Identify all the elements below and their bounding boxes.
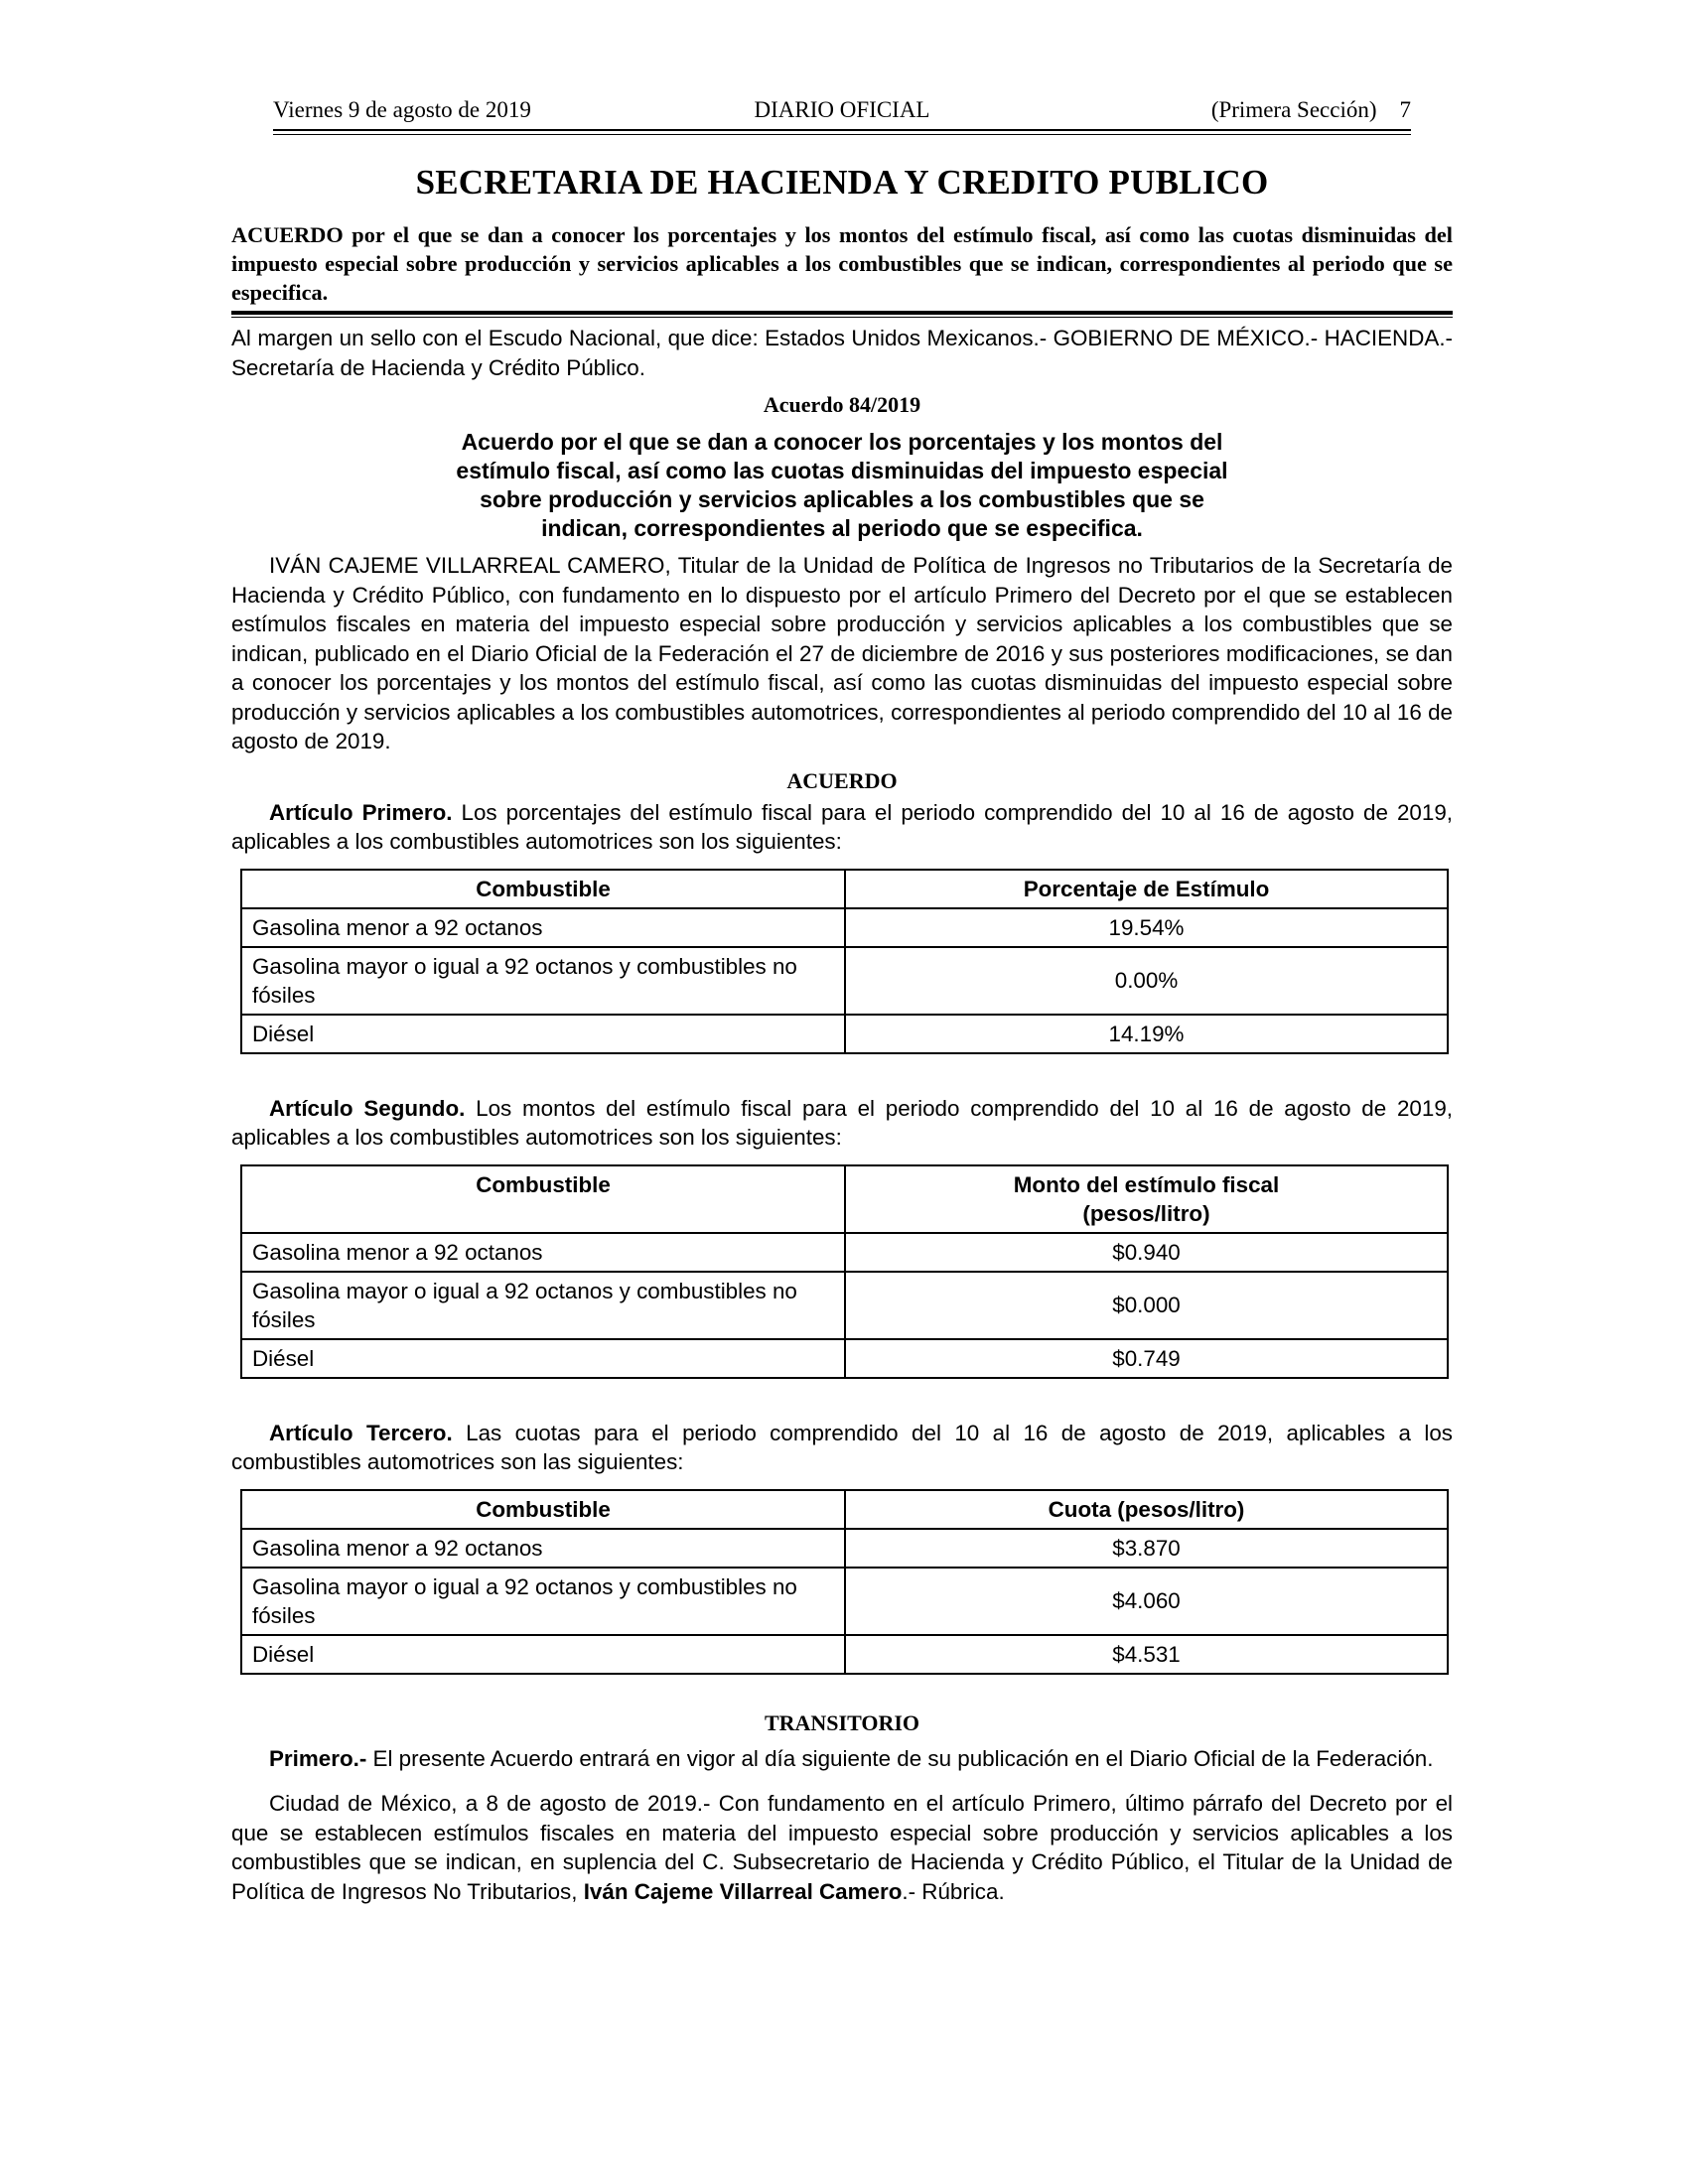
fuel-cell: Diésel xyxy=(241,1015,845,1053)
header-page-number: 7 xyxy=(1399,97,1411,122)
value-cell: $3.870 xyxy=(845,1529,1448,1568)
table-header-row xyxy=(241,1165,1448,1233)
fuel-cell: Diésel xyxy=(241,1339,845,1378)
closing-suffix: .- Rúbrica. xyxy=(902,1878,1005,1904)
montos-table xyxy=(240,1164,1449,1379)
transitorio-primero-label: Primero.- xyxy=(269,1745,367,1771)
articulo-primero-text: Los porcentajes del estímulo fiscal para el periodo comprendido del 10 al 16 de agosto de 2019, aplicables a los combustibles automotrices son los siguientes: xyxy=(231,799,1453,854)
secretaria-title: SECRETARIA DE HACIENDA Y CREDITO PUBLICO xyxy=(415,163,1269,202)
title-line: sobre producción y servicios aplicables a los combustibles que se xyxy=(480,486,1204,512)
acuerdo-number: Acuerdo 84/2019 xyxy=(763,392,921,417)
fuel-cell: Gasolina menor a 92 octanos xyxy=(241,1233,845,1272)
value-cell: 19.54% xyxy=(845,908,1448,947)
table-row xyxy=(241,1339,1448,1378)
acuerdo-title-block xyxy=(231,428,1453,543)
articulo-primero-paragraph xyxy=(231,798,1453,857)
fuel-cell: Diésel xyxy=(241,1635,845,1674)
header-section-page xyxy=(1211,97,1411,123)
articulo-segundo-label: Artículo Segundo. xyxy=(269,1095,466,1121)
header-publication: DIARIO OFICIAL xyxy=(754,97,930,122)
margin-note: Al margen un sello con el Escudo Nacional, que dice: Estados Unidos Mexicanos.- GOBIERNO DE MÉXICO.- HACIENDA.- Secretaría de Hacienda y Crédito Público. xyxy=(231,326,1453,380)
title-line: Acuerdo por el que se dan a conocer los porcentajes y los montos del xyxy=(461,429,1223,455)
column-header: Porcentaje de Estímulo xyxy=(845,870,1448,908)
title-line: estímulo fiscal, así como las cuotas disminuidas del impuesto especial xyxy=(456,458,1228,483)
cuotas-table xyxy=(240,1489,1449,1675)
column-header: Combustible xyxy=(241,1490,845,1529)
fuel-cell: Gasolina mayor o igual a 92 octanos y combustibles no fósiles xyxy=(241,947,845,1015)
table-row xyxy=(241,1568,1448,1635)
header-section: (Primera Sección) xyxy=(1210,97,1377,122)
articulo-tercero-label: Artículo Tercero. xyxy=(269,1420,453,1445)
articulo-tercero-paragraph xyxy=(231,1419,1453,1477)
document-page xyxy=(231,89,1453,1906)
table-row xyxy=(241,1015,1448,1053)
transitorio-primero-text: El presente Acuerdo entrará en vigor al día siguiente de su publicación en el Diario Oficial de la Federación. xyxy=(366,1745,1434,1771)
closing-text: Ciudad de México, a 8 de agosto de 2019.- Con fundamento en el artículo Primero, último párrafo del Decreto por el que se establecen estímulos fiscales en materia del impuesto especial sobre producción y servicios aplicables a los combustibles que se indican, en suplencia del C. Subsecretario de Hacienda y Crédito Público, el Titular de la Unidad de Política de Ingresos No Tributarios, xyxy=(231,1791,1453,1904)
porcentajes-table xyxy=(240,869,1449,1054)
value-cell: $0.749 xyxy=(845,1339,1448,1378)
articulo-tercero-text: Las cuotas para el periodo comprendido del 10 al 16 de agosto de 2019, aplicables a los combustibles automotrices son las siguientes: xyxy=(231,1420,1453,1474)
articulo-segundo-text: Los montos del estímulo fiscal para el periodo comprendido del 10 al 16 de agosto de 2019, aplicables a los combustibles automotrices son los siguientes: xyxy=(231,1095,1453,1150)
fuel-cell: Gasolina mayor o igual a 92 octanos y combustibles no fósiles xyxy=(241,1272,845,1339)
column-header: Combustible xyxy=(241,1165,845,1233)
running-header xyxy=(273,89,1411,129)
value-cell: $4.531 xyxy=(845,1635,1448,1674)
articulo-primero-label: Artículo Primero. xyxy=(269,799,453,825)
table-row xyxy=(241,1635,1448,1674)
transitorio-title: TRANSITORIO xyxy=(764,1709,920,1735)
table-row xyxy=(241,1272,1448,1339)
value-cell: $4.060 xyxy=(845,1568,1448,1635)
table-row xyxy=(241,1233,1448,1272)
column-header: Cuota (pesos/litro) xyxy=(845,1490,1448,1529)
fuel-cell: Gasolina menor a 92 octanos xyxy=(241,1529,845,1568)
value-cell: 0.00% xyxy=(845,947,1448,1015)
signer-name: Iván Cajeme Villarreal Camero xyxy=(583,1878,903,1904)
fuel-cell: Gasolina mayor o igual a 92 octanos y combustibles no fósiles xyxy=(241,1568,845,1635)
header-rule xyxy=(273,129,1411,135)
table-header-row xyxy=(241,870,1448,908)
value-cell: $0.000 xyxy=(845,1272,1448,1339)
value-cell: 14.19% xyxy=(845,1015,1448,1053)
closing-paragraph xyxy=(231,1789,1453,1906)
title-line: indican, correspondientes al periodo que se especifica. xyxy=(541,515,1143,541)
table-row xyxy=(241,908,1448,947)
column-header: Combustible xyxy=(241,870,845,908)
table-header-row xyxy=(241,1490,1448,1529)
header-date: Viernes 9 de agosto de 2019 xyxy=(273,97,531,122)
heading-rule xyxy=(231,311,1453,318)
transitorio-primero-paragraph xyxy=(231,1744,1453,1774)
acuerdo-section-title: ACUERDO xyxy=(786,767,898,793)
fuel-cell: Gasolina menor a 92 octanos xyxy=(241,908,845,947)
acuerdo-heading: ACUERDO por el que se dan a conocer los porcentajes y los montos del estímulo fiscal, así como las cuotas disminuidas del impuesto especial sobre producción y servicios aplicables a los combustibles que se indican, correspondientes al periodo que se especifica. xyxy=(231,222,1453,305)
column-header: Monto del estímulo fiscal (pesos/litro) xyxy=(845,1165,1448,1233)
table-row xyxy=(241,1529,1448,1568)
value-cell: $0.940 xyxy=(845,1233,1448,1272)
table-row xyxy=(241,947,1448,1015)
preamble-paragraph: IVÁN CAJEME VILLARREAL CAMERO, Titular de la Unidad de Política de Ingresos no Tributarios de la Secretaría de Hacienda y Crédito Público, con fundamento en lo dispuesto por el artículo Primero del Decreto por el que se establecen estímulos fiscales en materia del impuesto especial sobre producción y servicios aplicables a los combustibles que se indican, publicado en el Diario Oficial de la Federación el 27 de diciembre de 2016 y sus posteriores modificaciones, se dan a conocer los porcentajes y los montos del estímulo fiscal, así como las cuotas disminuidas del impuesto especial sobre producción y servicios aplicables a los combustibles automotrices, correspondientes al periodo comprendido del 10 al 16 de agosto de 2019. xyxy=(231,553,1453,753)
articulo-segundo-paragraph xyxy=(231,1094,1453,1153)
